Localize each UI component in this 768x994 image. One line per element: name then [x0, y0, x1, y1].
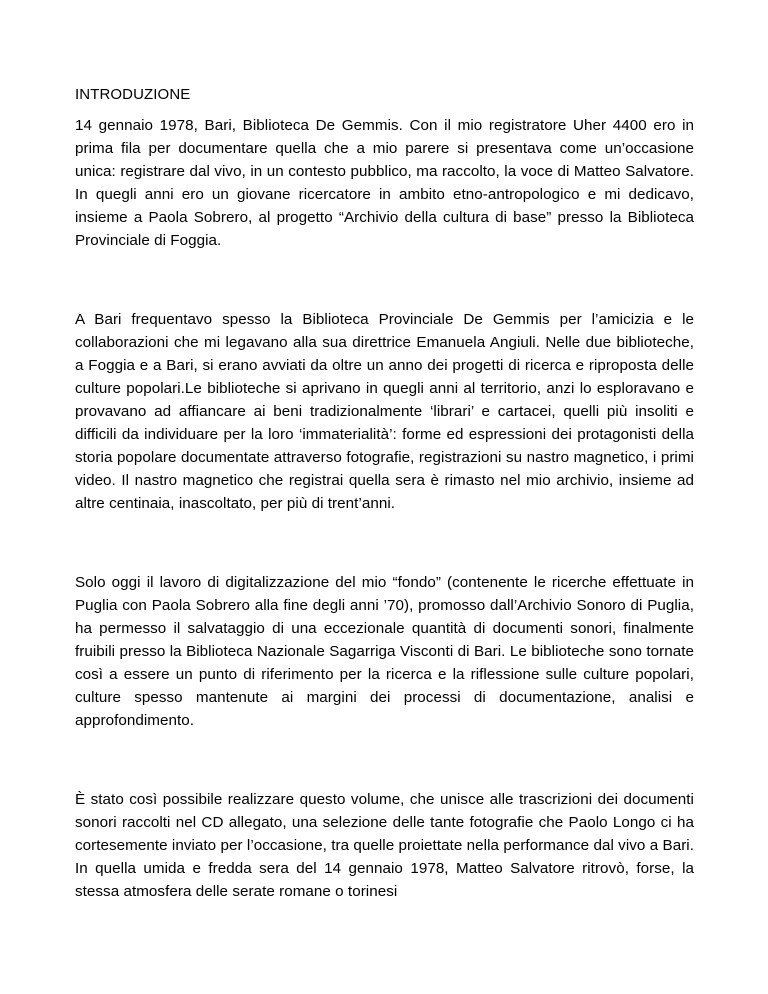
document-page [75, 84, 694, 903]
paragraph-1: 14 gennaio 1978, Bari, Biblioteca De Gemmis. Con il mio registratore Uher 4400 ero in prima fila per documentare quella che a mio parere si presentava come un’occasione unica: registrare dal vivo, in un contesto pubblico, ma raccolto, la voce di Matteo Salvatore. In quegli anni ero un giovane ricercatore in ambito etno-antropologico e mi dedicavo, insieme a Paola Sobrero, al progetto “Archivio della cultura di base” presso la Biblioteca Provinciale di Foggia. [75, 117, 694, 249]
paragraph-3: Solo oggi il lavoro di digitalizzazione del mio “fondo” (contenente le ricerche effettuate in Puglia con Paola Sobrero alla fine degli anni ’70), promosso dall’Archivio Sonoro di Puglia, ha permesso il salvataggio di una eccezionale quantità di documenti sonori, finalmente fruibili presso la Biblioteca Nazionale Sagarriga Visconti di Bari. Le biblioteche sono tornate così a essere un punto di riferimento per la ricerca e la riflessione sulle culture popolari, culture spesso mantenute ai margini dei processi di documentazione, analisi e approfondimento. [75, 574, 694, 729]
paragraph-4: È stato così possibile realizzare questo volume, che unisce alle trascrizioni dei documenti sonori raccolti nel CD allegato, una selezione delle tante fotografie che Paolo Longo ci ha cortesemente inviato per l’occasione, tra quelle proiettate nella performance dal vivo a Bari. In quella umida e fredda sera del 14 gennaio 1978, Matteo Salvatore ritrovò, forse, la stessa atmosfera delle serate romane o torinesi [75, 791, 694, 900]
paragraph-spacer [75, 732, 694, 788]
paragraph-spacer [75, 515, 694, 571]
section-heading: INTRODUZIONE [75, 86, 191, 103]
paragraph-2: A Bari frequentavo spesso la Biblioteca Provinciale De Gemmis per l’amicizia e le collaborazioni che mi legavano alla sua direttrice Emanuela Angiuli. Nelle due biblioteche, a Foggia e a Bari, si erano avviati da oltre un anno dei progetti di ricerca e riproposta delle culture popolari.Le biblioteche si aprivano in quegli anni al territorio, anzi lo esploravano e provavano ad affiancare ai beni tradizionalmente ‘librari’ e cartacei, quelli più insoliti e difficili da individuare per la loro ‘immaterialità’: forme ed espressioni dei protagonisti della storia popolare documentate attraverso fotografie, registrazioni su nastro magnetico, i primi video. Il nastro magnetico che registrai quella sera è rimasto nel mio archivio, insieme ad altre centinaia, inascoltato, per più di trent’anni. [75, 311, 694, 512]
paragraph-spacer [75, 252, 694, 308]
